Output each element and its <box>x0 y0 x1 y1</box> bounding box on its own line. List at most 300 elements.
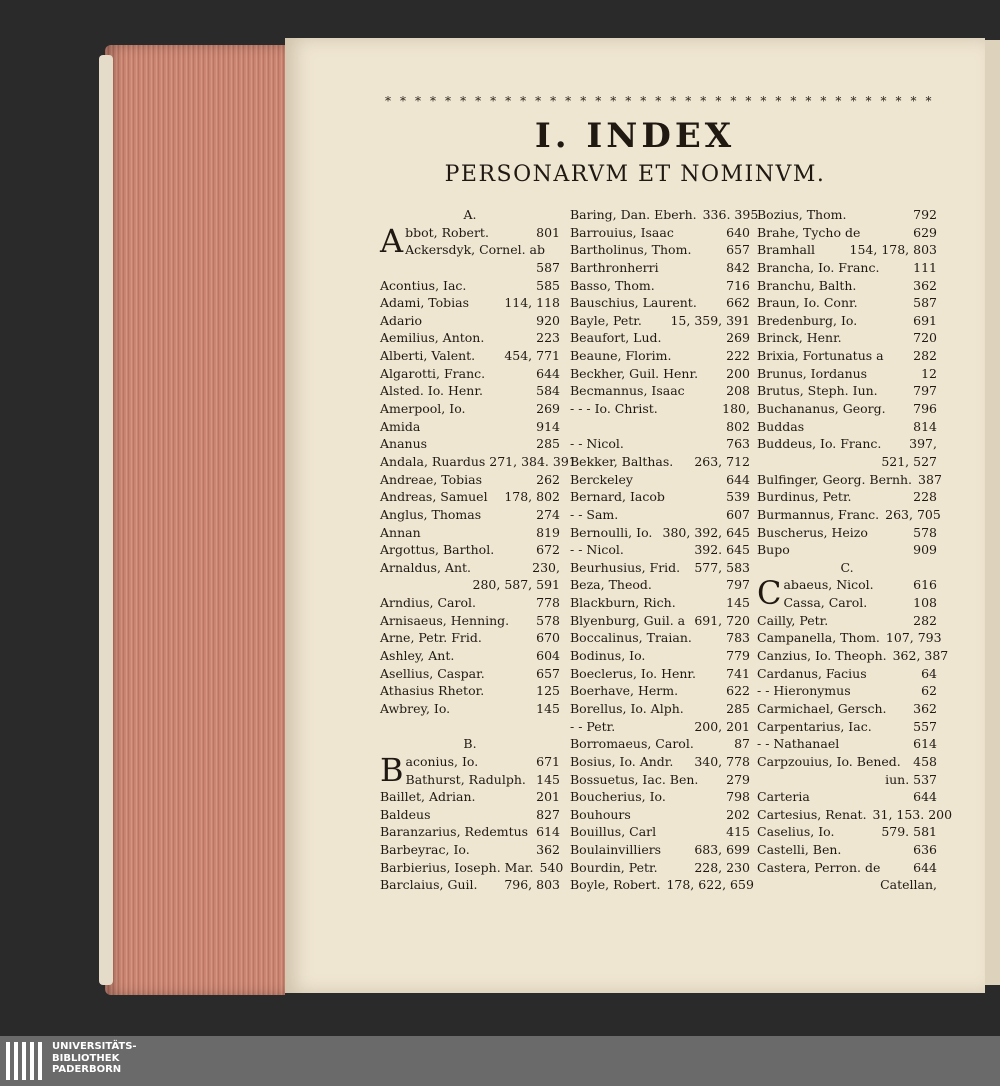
entry-pages: 114, 118 <box>504 295 560 311</box>
entry-name: Cassa, Carol. <box>783 595 868 611</box>
index-entry <box>570 277 750 295</box>
entry-name: Ashley, Ant. <box>380 648 455 664</box>
index-entry <box>570 735 750 753</box>
index-entry <box>570 700 750 718</box>
entry-pages: 145 <box>536 700 560 716</box>
index-entry <box>570 629 750 647</box>
index-entry <box>570 594 750 612</box>
entry-name: Burmannus, Franc. <box>757 506 880 522</box>
entry-pages: 279 <box>726 771 750 787</box>
entry-pages: 644 <box>536 365 560 381</box>
index-entry <box>380 382 560 400</box>
entry-name: Barbierius, Ioseph. Mar. <box>380 859 534 875</box>
entry-pages: 380, 392, 645 <box>662 524 750 540</box>
index-entry <box>757 629 942 647</box>
index-entry <box>757 823 937 841</box>
entry-pages: 223 <box>536 330 560 346</box>
entry-name: Becmannus, Isaac <box>570 383 685 399</box>
entry-pages: 670 <box>536 630 560 646</box>
index-entry <box>757 224 937 242</box>
entry-pages: 208 <box>726 383 750 399</box>
entry-pages: 819 <box>536 524 560 540</box>
entry-pages: 392. 645 <box>694 542 750 558</box>
entry-name: Adario <box>380 312 422 328</box>
entry-name: Ackersdyk, Cornel. ab <box>405 242 545 258</box>
entry-pages: 604 <box>536 648 560 664</box>
index-entry <box>380 329 560 347</box>
book-page <box>285 38 985 993</box>
entry-name: Bernoulli, Io. <box>570 524 653 540</box>
entry-pages: 230, <box>532 559 560 575</box>
entry-name: Cardanus, Facius <box>757 665 867 681</box>
entry-pages: 672 <box>536 542 560 558</box>
entry-name: Caselius, Io. <box>757 824 835 840</box>
index-entry <box>757 612 937 630</box>
entry-name: - - Petr. <box>570 718 616 734</box>
entry-name: - - Nicol. <box>570 542 624 558</box>
index-entry <box>570 788 750 806</box>
index-entry <box>380 453 577 471</box>
book-page-edges <box>105 45 285 995</box>
entry-pages: 716 <box>726 277 750 293</box>
entry-pages: 336. 395 <box>702 207 759 222</box>
entry-name: Barbeyrac, Io. <box>380 842 470 858</box>
entry-name: Anglus, Thomas <box>380 506 482 522</box>
entry-pages: 540 <box>539 859 564 875</box>
section-heading-b: B. <box>463 736 477 752</box>
entry-pages: 262 <box>536 471 560 487</box>
entry-name: Bayle, Petr. <box>570 312 642 328</box>
library-name: UNIVERSITÄTS- BIBLIOTHEK PADERBORN <box>52 1041 137 1075</box>
index-entry <box>380 806 560 824</box>
entry-pages: 200 <box>726 365 750 381</box>
dropcap-entries <box>380 750 560 789</box>
entry-pages: 521, 527 <box>881 453 937 469</box>
index-entry <box>380 365 560 383</box>
entry-name: Carteria <box>757 789 810 805</box>
dropcap-letter: C <box>757 574 782 613</box>
entry-pages: iun. 537 <box>885 771 937 787</box>
index-entry <box>570 312 750 330</box>
entry-pages: 585 <box>536 277 560 293</box>
entry-pages: 145 <box>726 595 750 611</box>
entry-name: Bauschius, Laurent. <box>570 295 697 311</box>
entry-pages: 779 <box>726 648 750 664</box>
index-entry <box>757 771 937 789</box>
entry-name: Annan <box>380 524 421 540</box>
entry-pages: 827 <box>536 806 560 822</box>
index-entry <box>380 647 560 665</box>
index-entry <box>405 224 560 242</box>
entry-pages: 587 <box>913 295 937 311</box>
index-entry <box>380 471 560 489</box>
entry-name: Asellius, Caspar. <box>380 665 485 681</box>
index-entry <box>757 488 937 506</box>
entry-pages: 178, 802 <box>504 489 560 505</box>
index-entry <box>757 806 953 824</box>
index-entry <box>570 859 750 877</box>
entry-name: Cartesius, Renat. <box>757 806 867 822</box>
index-entry <box>570 823 750 841</box>
entry-pages: 801 <box>536 224 560 240</box>
entry-name: Campanella, Thom. <box>757 630 880 646</box>
entry-name: Brutus, Steph. Iun. <box>757 383 878 399</box>
opposite-page-edge <box>985 40 1000 985</box>
entry-pages: 796 <box>913 401 937 417</box>
index-entry <box>570 753 750 771</box>
entry-name: Bulfinger, Georg. Bernh. <box>757 471 913 487</box>
entry-name: aconius, Io. <box>405 753 479 769</box>
entry-name: Bozius, Thom. <box>757 207 847 222</box>
entry-pages: 107, 793 <box>885 630 942 646</box>
entry-name: Arnisaeus, Henning. <box>380 612 510 628</box>
entry-name: Baillet, Adrian. <box>380 789 476 805</box>
entry-pages: 814 <box>913 418 937 434</box>
index-entry <box>570 718 750 736</box>
entry-name: Bouillus, Carl <box>570 824 657 840</box>
index-entry <box>380 347 560 365</box>
index-entry <box>757 453 937 471</box>
entry-name: Acontius, Iac. <box>380 277 467 293</box>
index-entry <box>757 718 937 736</box>
entry-pages: 636 <box>913 842 937 858</box>
entry-name: Brinck, Henr. <box>757 330 842 346</box>
index-entry <box>380 435 560 453</box>
dropcap-block-a <box>380 221 560 260</box>
entry-name: Blackburn, Rich. <box>570 595 676 611</box>
entry-name: Andala, Ruardus 271, 384. 391 <box>380 453 577 469</box>
index-entry <box>757 329 937 347</box>
entry-name: Carmichael, Gersch. <box>757 700 887 716</box>
index-entry <box>757 788 937 806</box>
index-entry <box>380 629 560 647</box>
entry-name: Bodinus, Io. <box>570 648 646 664</box>
index-subtitle: PERSONARVM ET NOMINVM. <box>444 162 826 187</box>
entry-name: Awbrey, Io. <box>380 700 451 716</box>
entry-pages: Catellan, <box>880 877 937 893</box>
entry-name: Brunus, Iordanus <box>757 365 868 381</box>
index-entry <box>757 435 937 453</box>
index-entry <box>757 647 949 665</box>
entry-pages: 644 <box>726 471 750 487</box>
entry-pages: 222 <box>726 348 750 364</box>
entry-pages: 387 <box>918 471 942 487</box>
entry-pages: 458 <box>913 753 937 769</box>
dropcap-letter: B <box>380 750 404 789</box>
entry-name: Arnaldus, Ant. <box>380 559 471 575</box>
entry-pages: 454, 771 <box>504 348 560 364</box>
entry-name: Borromaeus, Carol. <box>570 736 694 752</box>
index-entry <box>757 347 937 365</box>
section-heading-c: C. <box>840 559 854 575</box>
index-entry <box>570 329 750 347</box>
index-column-1 <box>380 206 577 894</box>
star-ornament-rule: * * * * * * * * * * * * * * * * * * * * * * * * * * * * * * * * * * * * * <box>385 94 935 108</box>
entry-name: Bathurst, Radulph. <box>405 771 526 787</box>
entry-name: Arne, Petr. Frid. <box>380 630 482 646</box>
entry-name: Boccalinus, Traian. <box>570 630 692 646</box>
entry-pages: 397, <box>909 436 937 452</box>
entry-name: Borellus, Io. Alph. <box>570 700 684 716</box>
entry-pages: 578 <box>536 612 560 628</box>
dropcap-block-c <box>757 576 937 611</box>
entry-pages: 720 <box>913 330 937 346</box>
entry-name: Beaufort, Lud. <box>570 330 662 346</box>
entry-name: Brahe, Tycho de <box>757 224 861 240</box>
entry-name: Amida <box>380 418 421 434</box>
entry-name: Buchananus, Georg. <box>757 401 886 417</box>
index-entry <box>380 294 560 312</box>
index-entry <box>570 294 750 312</box>
index-entry <box>757 418 937 436</box>
entry-pages: 362 <box>913 277 937 293</box>
entry-pages: 64 <box>921 665 937 681</box>
index-entry <box>380 665 560 683</box>
entry-pages <box>554 241 560 259</box>
index-title: I. INDEX <box>534 116 736 156</box>
entry-name: Baranzarius, Redemtus <box>380 824 529 840</box>
entry-pages: 108 <box>913 595 937 611</box>
index-entry <box>570 841 750 859</box>
entry-pages: 200, 201 <box>694 718 750 734</box>
index-entry <box>570 647 750 665</box>
index-entry <box>380 400 560 418</box>
entry-name: - - Nicol. <box>570 436 624 452</box>
entry-name: Cailly, Petr. <box>757 612 829 628</box>
index-entry <box>570 206 759 224</box>
index-entry <box>783 576 937 594</box>
index-entry <box>380 876 560 894</box>
entry-pages: 274 <box>536 506 560 522</box>
index-entry <box>380 259 560 277</box>
entry-name: Buddas <box>757 418 805 434</box>
entry-name: Beurhusius, Frid. <box>570 559 681 575</box>
index-entry <box>570 259 750 277</box>
entry-name: Branchu, Balth. <box>757 277 857 293</box>
entry-name: Bernard, Iacob <box>570 489 665 505</box>
entry-name: - - - Io. Christ. <box>570 401 658 417</box>
index-entry <box>380 594 560 612</box>
entry-pages: 802 <box>726 418 750 434</box>
entry-name: - - Hieronymus <box>757 683 851 699</box>
index-column-2 <box>570 206 759 894</box>
entry-pages: 842 <box>726 259 750 275</box>
entry-name: Andreae, Tobias <box>380 471 483 487</box>
entry-pages: 796, 803 <box>504 877 560 893</box>
index-entry <box>380 418 560 436</box>
entries-b-continued <box>570 206 759 894</box>
entry-name: Bramhall <box>757 242 815 258</box>
index-entry <box>380 277 560 295</box>
entry-pages: 644 <box>913 789 937 805</box>
entry-pages: 15, 359, 391 <box>670 312 750 328</box>
entry-pages: 616 <box>913 577 937 593</box>
entry-pages: 228 <box>913 489 937 505</box>
entry-name: Boulainvilliers <box>570 842 662 858</box>
entry-name: Bupo <box>757 542 790 558</box>
entry-name: Beaune, Florim. <box>570 348 672 364</box>
index-entry <box>380 576 560 594</box>
entry-pages: 578 <box>913 524 937 540</box>
entry-pages: 579. 581 <box>881 824 937 840</box>
entry-name: Baldeus <box>380 806 431 822</box>
entries-c <box>757 612 953 894</box>
entry-name: Boucherius, Io. <box>570 789 666 805</box>
entry-pages: 622 <box>726 683 750 699</box>
entries-b <box>380 788 564 894</box>
entry-pages: 12 <box>921 365 937 381</box>
index-entry <box>570 682 750 700</box>
entry-pages: 657 <box>726 242 750 258</box>
entries-b-end <box>757 206 942 559</box>
dropcap-entries <box>380 221 560 260</box>
entry-pages: 614 <box>536 824 560 840</box>
index-entry <box>380 312 560 330</box>
index-entry <box>406 753 560 771</box>
entry-pages: 87 <box>734 736 750 752</box>
index-entry <box>757 471 942 489</box>
entry-name: Argottus, Barthol. <box>380 542 495 558</box>
entry-pages: 691 <box>913 312 937 328</box>
index-entry <box>757 294 937 312</box>
index-entry <box>570 453 750 471</box>
index-entry <box>380 612 560 630</box>
index-entry <box>757 876 937 894</box>
entry-pages: 202 <box>726 806 750 822</box>
index-entry <box>757 682 937 700</box>
entry-pages: 362 <box>913 700 937 716</box>
index-entry <box>757 700 937 718</box>
entry-name: Burdinus, Petr. <box>757 489 852 505</box>
entry-pages: 792 <box>913 207 937 222</box>
entry-pages: 797 <box>726 577 750 593</box>
entry-pages: 763 <box>726 436 750 452</box>
entry-pages: 557 <box>913 718 937 734</box>
entry-name: Blyenburg, Guil. a <box>570 612 686 628</box>
index-entry <box>757 541 937 559</box>
entry-pages: 797 <box>913 383 937 399</box>
entry-name: Aemilius, Anton. <box>380 330 485 346</box>
entry-name: Berckeley <box>570 471 633 487</box>
entry-name: Alberti, Valent. <box>380 348 476 364</box>
entry-name: Castera, Perron. de <box>757 859 881 875</box>
entry-pages: 778 <box>536 595 560 611</box>
index-entry <box>757 859 937 877</box>
entry-pages: 263, 705 <box>885 506 941 522</box>
entry-name: Algarotti, Franc. <box>380 365 486 381</box>
index-entry <box>380 823 560 841</box>
section-heading-a: A. <box>463 207 477 222</box>
entry-name: Boyle, Robert. <box>570 877 661 893</box>
index-entry <box>757 259 937 277</box>
entry-pages: 340, 778 <box>694 753 750 769</box>
index-entry <box>757 382 937 400</box>
index-entry <box>757 735 937 753</box>
entry-pages: 201 <box>536 789 560 805</box>
index-entry <box>757 506 941 524</box>
index-entry <box>570 435 750 453</box>
index-entry <box>380 859 564 877</box>
dropcap-block-b <box>380 750 560 789</box>
entry-pages: 125 <box>536 683 560 699</box>
entry-pages: 280, 587, 591 <box>472 577 560 593</box>
entry-name: Barclaius, Guil. <box>380 877 478 893</box>
entry-name: - - Sam. <box>570 506 619 522</box>
entry-name: Boeclerus, Io. Henr. <box>570 665 697 681</box>
entry-pages: 362, 387 <box>892 648 949 664</box>
index-entry <box>570 365 750 383</box>
entry-pages: 285 <box>726 700 750 716</box>
index-entry <box>570 771 750 789</box>
entry-pages: 587 <box>536 259 560 275</box>
entry-name: Brancha, Io. Franc. <box>757 259 880 275</box>
entry-name: Bouhours <box>570 806 631 822</box>
entry-name: Bredenburg, Io. <box>757 312 858 328</box>
entry-pages: 607 <box>726 506 750 522</box>
index-entry <box>380 541 560 559</box>
entry-pages: 111 <box>913 259 937 275</box>
entry-pages: 671 <box>536 753 560 769</box>
entry-pages: 577, 583 <box>694 559 750 575</box>
index-column-3 <box>757 206 953 894</box>
entry-pages: 783 <box>726 630 750 646</box>
entry-pages: 691, 720 <box>694 612 750 628</box>
index-entry <box>380 506 560 524</box>
index-entry <box>380 488 560 506</box>
entry-pages: 644 <box>913 859 937 875</box>
entry-name: Andreas, Samuel <box>380 489 488 505</box>
index-entry <box>570 241 750 259</box>
index-entry <box>757 277 937 295</box>
index-entry <box>570 418 750 436</box>
index-entry <box>380 700 560 718</box>
index-entry <box>570 665 750 683</box>
index-entry <box>570 347 750 365</box>
entries-a <box>380 259 577 718</box>
entry-name: Braun, Io. Conr. <box>757 295 858 311</box>
entry-pages: 657 <box>536 665 560 681</box>
index-entry <box>757 365 937 383</box>
index-entry <box>570 382 750 400</box>
index-entry <box>380 841 560 859</box>
index-entry <box>570 400 750 418</box>
index-entry <box>757 665 937 683</box>
index-entry <box>570 471 750 489</box>
index-entry <box>757 206 937 224</box>
entry-pages: 662 <box>726 295 750 311</box>
entry-pages: 683, 699 <box>694 842 750 858</box>
entry-pages: 282 <box>913 348 937 364</box>
entry-pages: 282 <box>913 612 937 628</box>
entry-pages: 178, 622, 659 <box>666 877 754 893</box>
entry-pages: 539 <box>726 489 750 505</box>
index-entry <box>405 241 560 259</box>
entry-pages: 180, <box>722 401 750 417</box>
entry-name: Amerpool, Io. <box>380 401 466 417</box>
entry-pages: 584 <box>536 383 560 399</box>
entry-pages: 741 <box>726 665 750 681</box>
entry-pages: 228, 230 <box>694 859 750 875</box>
entry-pages: 362 <box>536 842 560 858</box>
index-entry <box>570 876 754 894</box>
index-entry <box>570 576 750 594</box>
entry-name: Buscherus, Heizo <box>757 524 868 540</box>
entry-name: Beckher, Guil. Henr. <box>570 365 699 381</box>
index-entry <box>757 312 937 330</box>
index-entry <box>570 488 750 506</box>
entry-name: Basso, Thom. <box>570 277 655 293</box>
entry-name: Barrouius, Isaac <box>570 224 674 240</box>
